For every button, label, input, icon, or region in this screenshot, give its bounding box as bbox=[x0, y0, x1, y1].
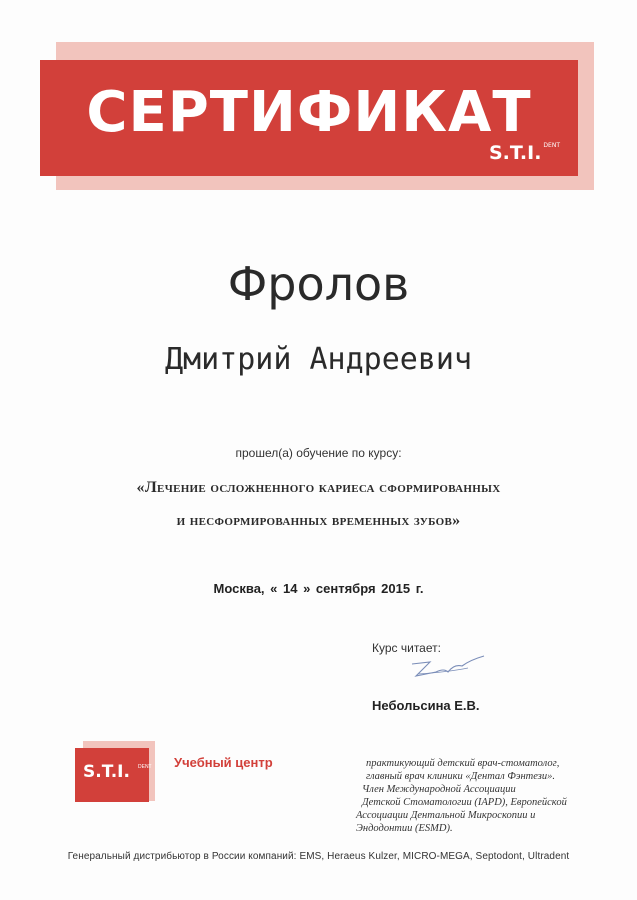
certificate-banner bbox=[40, 60, 578, 176]
sti-logo-sub: DENT bbox=[543, 142, 560, 149]
footer-logo-sub: DENT bbox=[138, 764, 152, 770]
footer-logo-text: S.T.I. bbox=[83, 762, 130, 782]
bio-line: Ассоциации Дентальной Микроскопии и bbox=[356, 810, 536, 821]
bio-line: Член Международной Ассоциации bbox=[362, 784, 516, 795]
training-center-label: Учебный центр bbox=[174, 755, 273, 770]
lecturer-bio bbox=[352, 757, 602, 835]
completion-text: прошел(а) обучение по курсу: bbox=[235, 446, 402, 460]
bio-line: Эндодонтии (ESMD). bbox=[356, 823, 453, 834]
date-line: Москва, « 14 » сентября 2015 г. bbox=[213, 581, 424, 596]
lecturer-name: Небольсина Е.В. bbox=[372, 698, 480, 713]
bio-line: практикующий детский врач-стоматолог, bbox=[366, 758, 560, 769]
lecturer-label: Курс читает: bbox=[372, 641, 441, 655]
recipient-given-names: Дмитрий Андреевич bbox=[164, 342, 473, 377]
signature-icon bbox=[408, 650, 488, 682]
course-title-line-2: и несформированных временных зубов» bbox=[176, 512, 461, 529]
bio-line: главный врач клиники «Дентал Фэнтези». bbox=[366, 771, 555, 782]
sti-logo bbox=[489, 142, 560, 164]
bio-line: Детской Стоматологии (IAPD), Европейской bbox=[362, 797, 567, 808]
course-title-line-1: «Лечение осложненного кариеса сформированных bbox=[136, 479, 501, 496]
sti-logo-text: S.T.I. bbox=[488, 142, 542, 164]
certificate-title: СЕРТИФИКАТ bbox=[86, 80, 532, 145]
recipient-surname: Фролов bbox=[227, 257, 410, 311]
footer-sti-logo bbox=[75, 748, 152, 802]
distributor-text: Генеральный дистрибьютор в России компаний: EMS, Heraeus Kulzer, MICRO-MEGA, Septodont, Ultradent bbox=[67, 851, 570, 862]
